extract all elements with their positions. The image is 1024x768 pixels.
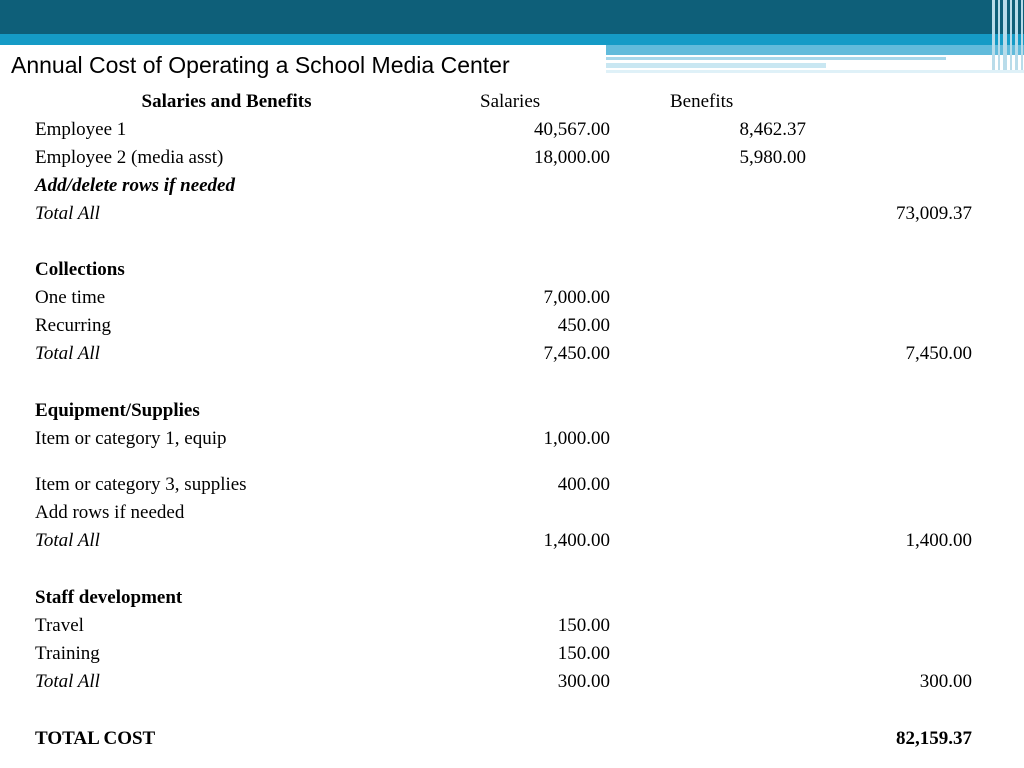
- total-row: [0, 340, 1024, 368]
- column-header-benefits: Benefits: [670, 91, 734, 112]
- grand-total-row: [0, 725, 1024, 753]
- total-row: [0, 668, 1024, 696]
- slide-title: Annual Cost of Operating a School Media Center: [11, 52, 510, 78]
- total-row: [0, 200, 1024, 228]
- table-row: [0, 499, 1024, 527]
- table-header-row: [0, 88, 1024, 116]
- table-row: [0, 284, 1024, 312]
- total-row: [0, 527, 1024, 555]
- salary-value: 18,000.00: [534, 147, 610, 168]
- table-row: [0, 612, 1024, 640]
- subtotal-value: 300.00: [557, 671, 610, 692]
- header-stripes-decoration: [990, 0, 1024, 70]
- benefit-value: 5,980.00: [739, 147, 806, 168]
- table-row: [0, 172, 1024, 200]
- row-label: Item or category 3, supplies: [35, 474, 247, 495]
- header-accent-line: [606, 63, 826, 68]
- table-row: [0, 116, 1024, 144]
- row-label: Travel: [35, 615, 84, 636]
- grand-total-label: TOTAL COST: [35, 728, 156, 749]
- subtotal-value: 7,450.00: [543, 343, 610, 364]
- amount-value: 150.00: [557, 615, 610, 636]
- section-header-salaries-benefits: Salaries and Benefits: [141, 91, 312, 112]
- amount-value: 450.00: [557, 315, 610, 336]
- row-label: Training: [35, 643, 100, 664]
- header-accent-line: [606, 57, 946, 60]
- column-header-salaries: Salaries: [480, 91, 541, 112]
- header-accent-line: [606, 45, 1024, 55]
- section-title-row: [0, 397, 1024, 425]
- salary-value: 40,567.00: [534, 119, 610, 140]
- grand-total-value: 82,159.37: [896, 728, 972, 749]
- table-row: [0, 640, 1024, 668]
- total-value: 73,009.37: [896, 203, 972, 224]
- header-band-mid: [0, 34, 1024, 45]
- section-title-row: [0, 584, 1024, 612]
- amount-value: 400.00: [557, 474, 610, 495]
- table-row: [0, 425, 1024, 453]
- amount-value: 7,000.00: [543, 287, 610, 308]
- table-row: [0, 471, 1024, 499]
- total-value: 7,450.00: [905, 343, 972, 364]
- section-title-staff-development: Staff development: [35, 587, 183, 608]
- header-accent-line: [606, 70, 1024, 73]
- total-label: Total All: [35, 530, 100, 551]
- table-row: [0, 312, 1024, 340]
- header-band-dark: [0, 0, 1024, 34]
- add-rows-note: Add/delete rows if needed: [35, 175, 235, 196]
- total-label: Total All: [35, 343, 100, 364]
- row-label: Employee 1: [35, 119, 127, 140]
- subtotal-value: 1,400.00: [543, 530, 610, 551]
- row-label: Recurring: [35, 315, 111, 336]
- header-band: [0, 0, 1024, 96]
- total-label: Total All: [35, 671, 100, 692]
- total-label: Total All: [35, 203, 100, 224]
- row-label: Employee 2 (media asst): [35, 147, 224, 168]
- amount-value: 150.00: [557, 643, 610, 664]
- section-title-row: [0, 256, 1024, 284]
- benefit-value: 8,462.37: [739, 119, 806, 140]
- section-title-collections: Collections: [35, 259, 125, 280]
- table-row: [0, 144, 1024, 172]
- section-title-equipment: Equipment/Supplies: [35, 400, 200, 421]
- row-label: Item or category 1, equip: [35, 428, 227, 449]
- total-value: 300.00: [919, 671, 972, 692]
- add-rows-note: Add rows if needed: [35, 502, 185, 523]
- total-value: 1,400.00: [905, 530, 972, 551]
- row-label: One time: [35, 287, 106, 308]
- amount-value: 1,000.00: [543, 428, 610, 449]
